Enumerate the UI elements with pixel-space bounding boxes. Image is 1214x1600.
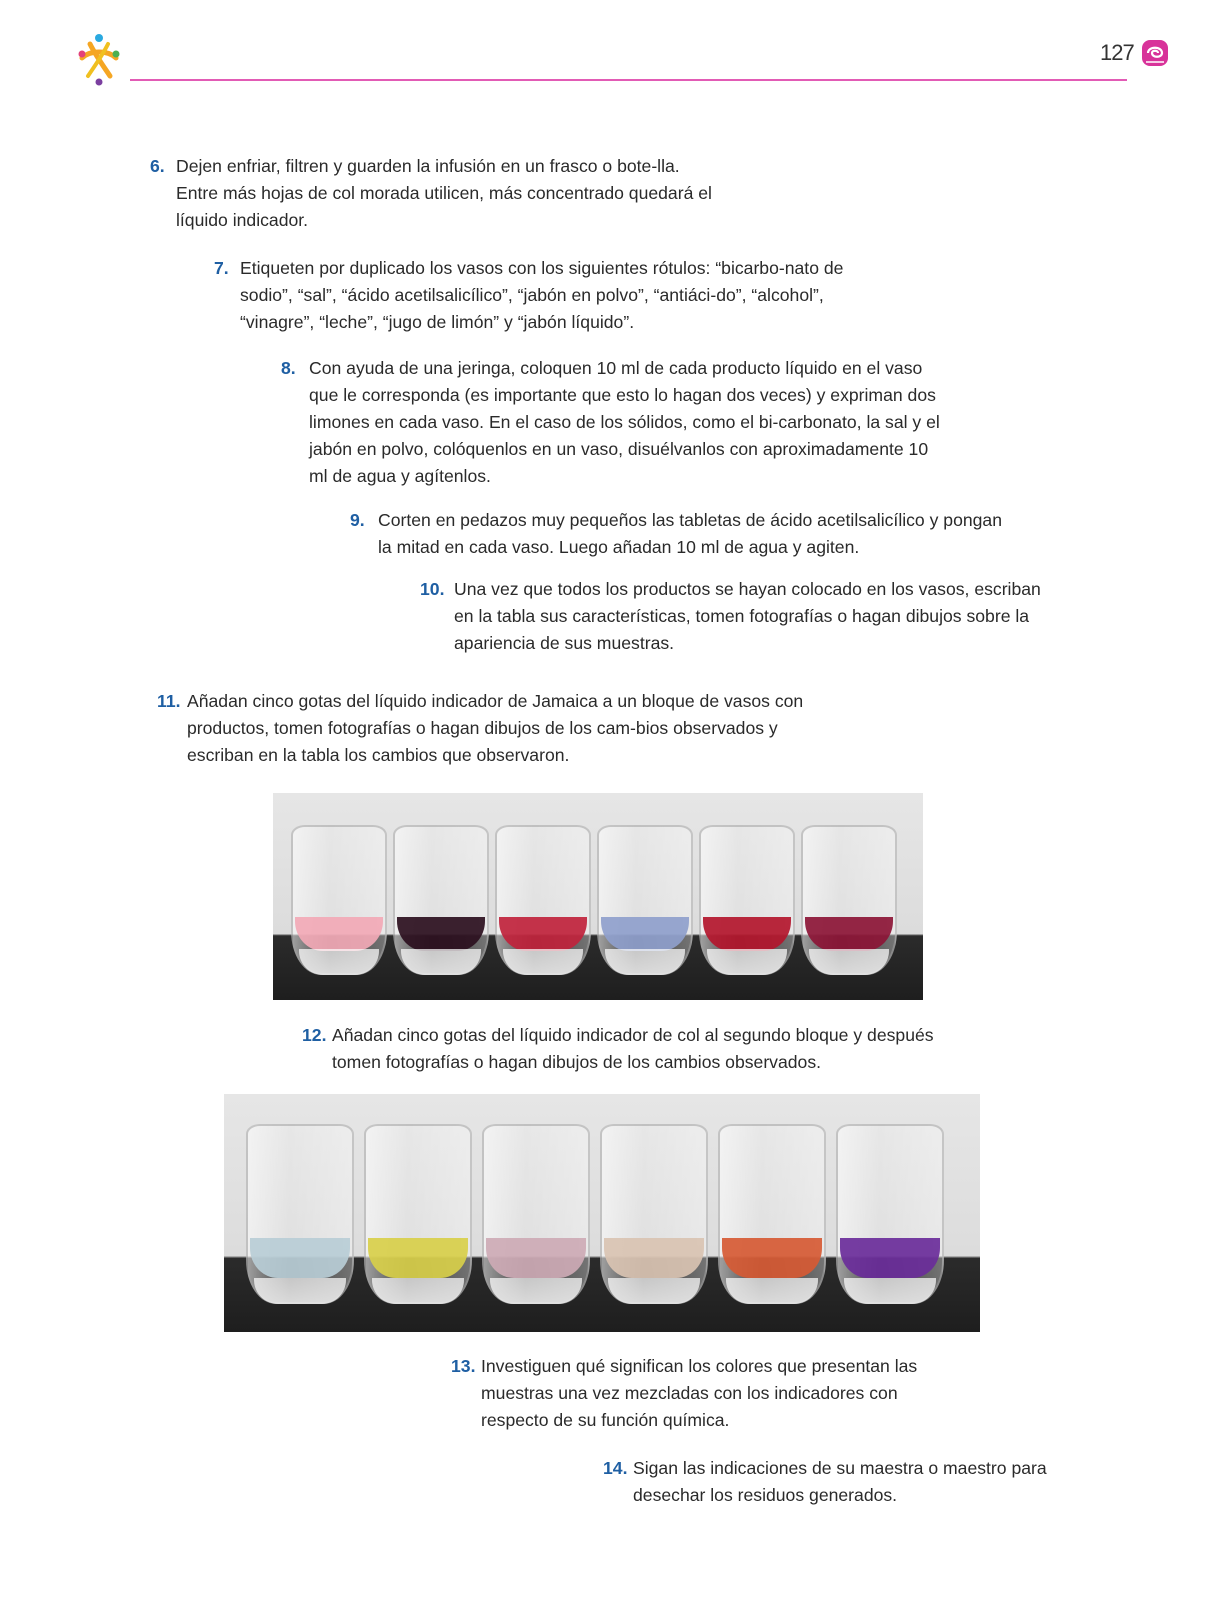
step-number: 13. [451, 1356, 476, 1376]
glass-base [844, 1278, 936, 1304]
glass-base [372, 1278, 464, 1304]
photo-col-indicator-glasses [224, 1094, 980, 1332]
glass-liquid [368, 1238, 468, 1278]
glass [699, 825, 795, 975]
glass-liquid [703, 917, 791, 951]
step-number: 14. [603, 1458, 628, 1478]
step-text: Con ayuda de una jeringa, coloquen 10 ml de cada producto líquido en el vaso que le corresponda (es importante que esto lo hagan dos veces) y expriman dos limones en cada vaso. En el caso de los sólidos, como el bi-carbonato, la sal y el jabón en polvo, colóquenlos en un vaso, disuélvanlos con aproximadamente 10 ml de agua y agítenlos. [309, 358, 940, 486]
glass-base [490, 1278, 582, 1304]
step-number: 12. [302, 1025, 327, 1045]
glass-base [707, 949, 787, 975]
glass [291, 825, 387, 975]
step-text: Una vez que todos los productos se hayan colocado en los vasos, escriban en la tabla sus características, tomen fotografías o hagan dibujos sobre la apariencia de sus muestras. [454, 579, 1041, 653]
step-number: 8. [281, 358, 296, 378]
glass [364, 1124, 472, 1304]
step-number: 6. [150, 156, 165, 176]
step-6 [150, 153, 721, 234]
step-8 [281, 355, 949, 490]
glass [801, 825, 897, 975]
glass-liquid [601, 917, 689, 951]
glass-liquid [722, 1238, 822, 1278]
glass-liquid [397, 917, 485, 951]
step-number: 10. [420, 579, 445, 599]
glass [246, 1124, 354, 1304]
glass-base [299, 949, 379, 975]
step-11 [157, 688, 812, 769]
glass-base [809, 949, 889, 975]
glass-base [503, 949, 583, 975]
glass-base [605, 949, 685, 975]
step-text: Etiqueten por duplicado los vasos con los siguientes rótulos: “bicarbo-nato de sodio”, “sal”, “ácido acetilsalicílico”, “jabón en polvo”, “antiáci-do”, “alcohol”, “vinagre”, “leche”, “jugo de limón” y “jabón líquido”. [240, 258, 844, 332]
step-text: Añadan cinco gotas del líquido indicador de col al segundo bloque y después tomen fotografías o hagan dibujos de los cambios observados. [332, 1025, 934, 1072]
glass [600, 1124, 708, 1304]
glass-base [401, 949, 481, 975]
pink-spiral-glyph-icon [1140, 38, 1170, 68]
step-text: Añadan cinco gotas del líquido indicador de Jamaica a un bloque de vasos con productos, tomen fotografías o hagan dibujos de los cam-bios observados y escriban en la tabla los cambios que observaron. [187, 691, 804, 765]
colorful-figure-logo-icon [72, 32, 126, 86]
step-text: Corten en pedazos muy pequeños las tabletas de ácido acetilsalicílico y pongan la mitad en cada vaso. Luego añadan 10 ml de agua y agiten. [378, 510, 1002, 557]
glass-liquid [499, 917, 587, 951]
step-9 [350, 507, 1003, 561]
glass-base [608, 1278, 700, 1304]
step-14 [603, 1455, 1088, 1509]
glass [495, 825, 591, 975]
glass [482, 1124, 590, 1304]
glass [836, 1124, 944, 1304]
page-number: 127 [1100, 40, 1134, 65]
step-7 [214, 255, 870, 336]
step-number: 7. [214, 258, 229, 278]
glass-liquid [604, 1238, 704, 1278]
glass-liquid [250, 1238, 350, 1278]
glass-base [726, 1278, 818, 1304]
step-10 [420, 576, 1054, 657]
glass-liquid [840, 1238, 940, 1278]
glass [718, 1124, 826, 1304]
glass [597, 825, 693, 975]
step-text: Dejen enfriar, filtren y guarden la infusión en un frasco o bote-lla. Entre más hojas de col morada utilicen, más concentrado quedará el líquido indicador. [176, 156, 712, 230]
photo-jamaica-indicator-glasses [273, 793, 923, 1000]
glass-liquid [805, 917, 893, 951]
step-text: Sigan las indicaciones de su maestra o maestro para desechar los residuos generados. [633, 1458, 1047, 1505]
glass [393, 825, 489, 975]
glass-base [254, 1278, 346, 1304]
step-text: Investiguen qué significan los colores que presentan las muestras una vez mezcladas con los indicadores con respecto de su función química. [481, 1356, 918, 1430]
glass-liquid [295, 917, 383, 951]
step-13 [451, 1353, 961, 1434]
step-number: 9. [350, 510, 365, 530]
step-12 [302, 1022, 972, 1076]
header-rule [130, 79, 1127, 81]
step-number: 11. [157, 691, 181, 711]
glass-liquid [486, 1238, 586, 1278]
